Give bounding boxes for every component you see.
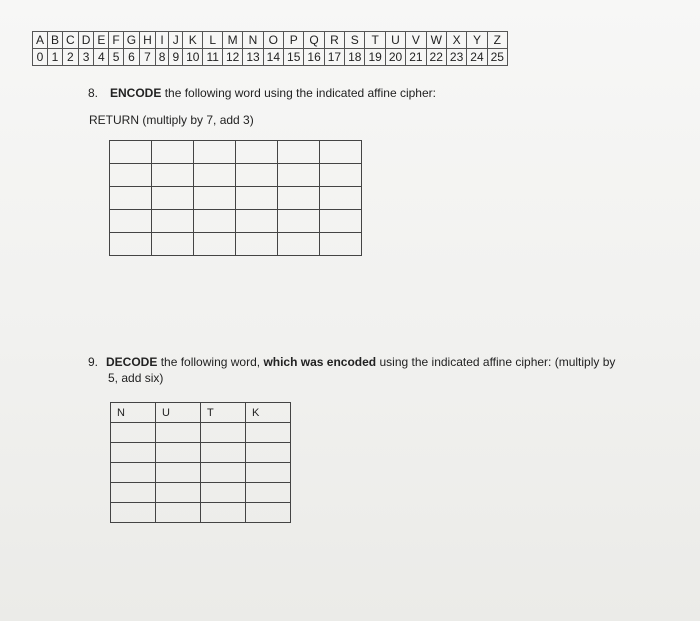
grid-row bbox=[111, 463, 291, 483]
answer-cell[interactable] bbox=[201, 443, 246, 463]
letter-cell: B bbox=[48, 32, 63, 49]
answer-cell[interactable] bbox=[111, 423, 156, 443]
letter-cell: O bbox=[263, 32, 283, 49]
number-cell: 4 bbox=[94, 49, 109, 66]
letter-cell: V bbox=[406, 32, 426, 49]
grid-row bbox=[110, 187, 362, 210]
answer-cell[interactable] bbox=[111, 463, 156, 483]
answer-cell[interactable] bbox=[110, 187, 152, 210]
answer-cell[interactable] bbox=[194, 187, 236, 210]
question-8-keyword: ENCODE bbox=[110, 86, 162, 100]
question-9-keyword2: which was encoded bbox=[263, 355, 377, 369]
number-cell: 8 bbox=[155, 49, 169, 66]
letter-cell: N bbox=[243, 32, 263, 49]
answer-cell[interactable] bbox=[111, 443, 156, 463]
question-8-answer-grid bbox=[109, 140, 362, 256]
number-cell: 6 bbox=[123, 49, 139, 66]
answer-cell[interactable] bbox=[152, 141, 194, 164]
cipher-letter-cell: U bbox=[156, 403, 201, 423]
number-cell: 16 bbox=[304, 49, 324, 66]
answer-cell[interactable] bbox=[194, 233, 236, 256]
answer-cell[interactable] bbox=[236, 141, 278, 164]
answer-cell[interactable] bbox=[111, 483, 156, 503]
letter-cell: R bbox=[324, 32, 344, 49]
letter-cell: C bbox=[63, 32, 79, 49]
alphabet-number-table bbox=[32, 31, 508, 66]
answer-cell[interactable] bbox=[320, 233, 362, 256]
answer-cell[interactable] bbox=[194, 164, 236, 187]
answer-cell[interactable] bbox=[201, 463, 246, 483]
number-cell: 22 bbox=[426, 49, 446, 66]
answer-cell[interactable] bbox=[246, 423, 291, 443]
letter-cell: X bbox=[446, 32, 466, 49]
question-9-number: 9. bbox=[88, 355, 99, 369]
answer-cell[interactable] bbox=[156, 443, 201, 463]
grid-row bbox=[111, 483, 291, 503]
question-9-keyword: DECODE bbox=[106, 355, 158, 369]
number-cell: 1 bbox=[48, 49, 63, 66]
number-cell: 2 bbox=[63, 49, 79, 66]
letter-cell: T bbox=[365, 32, 385, 49]
letter-cell: M bbox=[222, 32, 242, 49]
question-9-title bbox=[88, 354, 648, 386]
grid-header-row bbox=[111, 403, 291, 423]
number-cell: 21 bbox=[406, 49, 426, 66]
letter-cell: J bbox=[169, 32, 183, 49]
number-cell: 5 bbox=[109, 49, 123, 66]
letter-cell: Z bbox=[487, 32, 507, 49]
cipher-letter-cell: K bbox=[246, 403, 291, 423]
answer-cell[interactable] bbox=[152, 210, 194, 233]
answer-cell[interactable] bbox=[278, 141, 320, 164]
letter-cell: H bbox=[140, 32, 156, 49]
question-8-number: 8. bbox=[88, 86, 99, 100]
grid-row bbox=[110, 233, 362, 256]
answer-cell[interactable] bbox=[236, 187, 278, 210]
letter-cell: W bbox=[426, 32, 446, 49]
grid-row bbox=[111, 443, 291, 463]
grid-row bbox=[111, 503, 291, 523]
answer-cell[interactable] bbox=[111, 503, 156, 523]
letter-cell: I bbox=[155, 32, 169, 49]
grid-row bbox=[110, 164, 362, 187]
answer-cell[interactable] bbox=[110, 141, 152, 164]
answer-cell[interactable] bbox=[156, 503, 201, 523]
question-8-text: the following word using the indicated affine cipher: bbox=[164, 86, 436, 100]
answer-cell[interactable] bbox=[320, 210, 362, 233]
answer-cell[interactable] bbox=[156, 483, 201, 503]
numbers-row bbox=[33, 49, 508, 66]
question-9-text-c: 5, add six) bbox=[108, 371, 164, 385]
answer-cell[interactable] bbox=[201, 423, 246, 443]
answer-cell[interactable] bbox=[320, 164, 362, 187]
answer-cell[interactable] bbox=[152, 164, 194, 187]
letter-cell: Q bbox=[304, 32, 324, 49]
letter-cell: G bbox=[123, 32, 139, 49]
number-cell: 24 bbox=[467, 49, 487, 66]
answer-cell[interactable] bbox=[278, 187, 320, 210]
answer-cell[interactable] bbox=[236, 233, 278, 256]
number-cell: 0 bbox=[33, 49, 48, 66]
cipher-letter-cell: T bbox=[201, 403, 246, 423]
letter-cell: E bbox=[94, 32, 109, 49]
grid-row bbox=[110, 210, 362, 233]
number-cell: 10 bbox=[183, 49, 203, 66]
answer-cell[interactable] bbox=[156, 463, 201, 483]
letter-cell: K bbox=[183, 32, 203, 49]
question-9-text-a: the following word, bbox=[160, 355, 261, 369]
number-cell: 12 bbox=[222, 49, 242, 66]
answer-cell[interactable] bbox=[110, 210, 152, 233]
answer-cell[interactable] bbox=[110, 233, 152, 256]
answer-cell[interactable] bbox=[246, 483, 291, 503]
answer-cell[interactable] bbox=[246, 443, 291, 463]
question-9-text-b: using the indicated affine cipher: (multiply by bbox=[379, 355, 616, 369]
answer-cell[interactable] bbox=[156, 423, 201, 443]
answer-cell[interactable] bbox=[278, 164, 320, 187]
number-cell: 19 bbox=[365, 49, 385, 66]
number-cell: 17 bbox=[324, 49, 344, 66]
number-cell: 3 bbox=[78, 49, 94, 66]
answer-cell[interactable] bbox=[320, 141, 362, 164]
answer-cell[interactable] bbox=[194, 210, 236, 233]
letter-cell: U bbox=[385, 32, 405, 49]
number-cell: 11 bbox=[203, 49, 222, 66]
letter-cell: L bbox=[203, 32, 222, 49]
letter-cell: A bbox=[33, 32, 48, 49]
answer-cell[interactable] bbox=[152, 233, 194, 256]
answer-cell[interactable] bbox=[236, 210, 278, 233]
answer-cell[interactable] bbox=[201, 483, 246, 503]
letter-cell: D bbox=[78, 32, 94, 49]
letter-cell: Y bbox=[467, 32, 487, 49]
answer-cell[interactable] bbox=[278, 210, 320, 233]
cipher-letter-cell: N bbox=[111, 403, 156, 423]
answer-cell[interactable] bbox=[201, 503, 246, 523]
number-cell: 18 bbox=[345, 49, 365, 66]
answer-cell[interactable] bbox=[236, 164, 278, 187]
number-cell: 13 bbox=[243, 49, 263, 66]
number-cell: 23 bbox=[446, 49, 466, 66]
question-8-word: RETURN (multiply by 7, add 3) bbox=[89, 113, 254, 127]
answer-cell[interactable] bbox=[278, 233, 320, 256]
letters-row bbox=[33, 32, 508, 49]
answer-cell[interactable] bbox=[246, 503, 291, 523]
answer-cell[interactable] bbox=[110, 164, 152, 187]
letter-cell: F bbox=[109, 32, 123, 49]
number-cell: 9 bbox=[169, 49, 183, 66]
question-9-answer-grid bbox=[110, 402, 291, 523]
grid-row bbox=[111, 423, 291, 443]
letter-cell: S bbox=[345, 32, 365, 49]
number-cell: 15 bbox=[284, 49, 304, 66]
answer-cell[interactable] bbox=[152, 187, 194, 210]
answer-cell[interactable] bbox=[320, 187, 362, 210]
number-cell: 14 bbox=[263, 49, 283, 66]
letter-cell: P bbox=[284, 32, 304, 49]
number-cell: 20 bbox=[385, 49, 405, 66]
number-cell: 7 bbox=[140, 49, 156, 66]
answer-cell[interactable] bbox=[194, 141, 236, 164]
grid-row bbox=[110, 141, 362, 164]
number-cell: 25 bbox=[487, 49, 507, 66]
answer-cell[interactable] bbox=[246, 463, 291, 483]
question-8-title bbox=[88, 86, 436, 100]
